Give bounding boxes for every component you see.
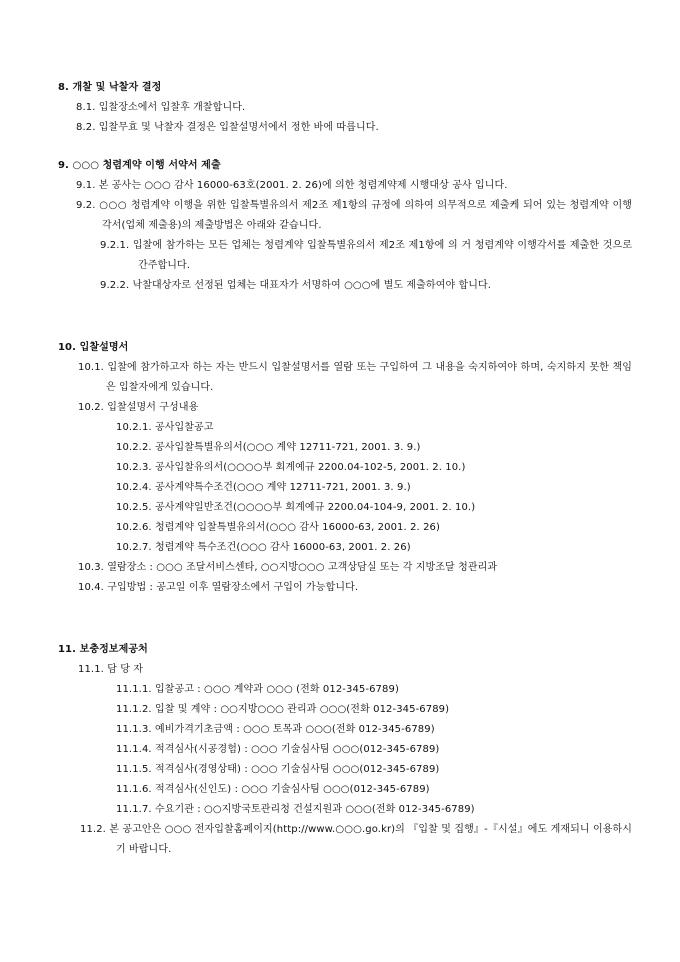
list-item: 10.4. 구입방법 : 공고일 이후 열람장소에서 구입이 가능합니다. bbox=[78, 582, 359, 593]
list-item: 8.1. 입찰장소에서 입찰후 개찰합니다. bbox=[76, 102, 246, 113]
list-item: 11.1.7. 수요기관 : ○○지방국토관리청 건설지원과 ○○○(전화 012-345-6789) bbox=[116, 804, 475, 815]
section-heading: 11. 보충정보제공처 bbox=[58, 644, 148, 655]
section-heading: 9. ○○○ 청렴계약 이행 서약서 제출 bbox=[58, 160, 221, 171]
list-item: 10.3. 열람장소 : ○○○ 조달서비스센타, ○○지방○○○ 고객상담실 또는 각 지방조달 청관리과 bbox=[78, 562, 498, 573]
list-item: 11.1.5. 적격심사(경영상태) : ○○○ 기술심사팀 ○○○(012-345-6789) bbox=[116, 764, 440, 775]
list-item: 10.2.5. 공사계약일반조건(○○○○부 회계예규 2200.04-104-9, 2001. 2. 10.) bbox=[116, 502, 476, 513]
list-item: 11.1.4. 적격심사(시공경험) : ○○○ 기술심사팀 ○○○(012-345-6789) bbox=[116, 744, 440, 755]
list-item: 10.2.6. 청렴계약 입찰특별유의서(○○○ 감사 16000-63, 2001. 2. 26) bbox=[116, 522, 441, 533]
list-item: 11.2. 본 공고안은 ○○○ 전자입찰홈페이지(http://www.○○○.go.kr)의 『입찰 및 집행』-『시설』에도 게재되니 이용하시기 바랍니다. bbox=[80, 824, 632, 855]
list-item: 10.2.7. 청렴계약 특수조건(○○○ 감사 16000-63, 2001. 2. 26) bbox=[116, 542, 411, 553]
list-item: 10.2.1. 공사입찰공고 bbox=[116, 422, 214, 433]
list-item: 11.1.1. 입찰공고 : ○○○ 계약과 ○○○ (전화 012-345-6789) bbox=[116, 684, 399, 695]
list-item: 9.2. ○○○ 청렴계약 이행을 위한 입찰특별유의서 제2조 제1항의 규정에 의하여 의무적으로 제출케 되어 있는 청렴계약 이행각서(업체 제출용)의 제출방법은 아래와 같습니다. bbox=[76, 200, 632, 231]
section-9 bbox=[58, 156, 632, 296]
list-item: 11.1.6. 적격심사(신인도) : ○○○ 기술심사팀 ○○○(012-345-6789) bbox=[116, 784, 430, 795]
list-item: 10.2. 입찰설명서 구성내용 bbox=[78, 402, 199, 413]
section-10 bbox=[58, 338, 632, 598]
list-item: 10.2.4. 공사계약특수조건(○○○ 계약 12711-721, 2001. 3. 9.) bbox=[116, 482, 411, 493]
section-heading: 8. 개찰 및 낙찰자 결정 bbox=[58, 82, 162, 93]
list-item: 9.2.2. 낙찰대상자로 선정된 업체는 대표자가 서명하여 ○○○에 별도 제출하여야 합니다. bbox=[100, 280, 492, 291]
list-item: 9.2.1. 입찰에 참가하는 모든 업체는 청렴계약 입찰특별유의서 제2조 제1항에 의 거 청렴계약 이행각서를 제출한 것으로 간주합니다. bbox=[100, 240, 632, 271]
list-item: 8.2. 입찰무효 및 낙찰자 결정은 입찰설명서에서 정한 바에 따릅니다. bbox=[76, 122, 379, 133]
section-heading: 10. 입찰설명서 bbox=[58, 342, 129, 353]
list-item: 11.1.2. 입찰 및 계약 : ○○지방○○○ 관리과 ○○○(전화 012-345-6789) bbox=[116, 704, 450, 715]
list-item: 11.1. 담 당 자 bbox=[78, 664, 144, 675]
list-item: 10.2.3. 공사입찰유의서(○○○○부 회계예규 2200.04-102-5, 2001. 2. 10.) bbox=[116, 462, 466, 473]
list-item: 11.1.3. 예비가격기초금액 : ○○○ 토목과 ○○○(전화 012-345-6789) bbox=[116, 724, 435, 735]
section-11 bbox=[58, 640, 632, 860]
list-item: 10.1. 입찰에 참가하고자 하는 자는 반드시 입찰설명서를 열람 또는 구입하여 그 내용을 숙지하여야 하며, 숙지하지 못한 책임은 입찰자에게 있습니다. bbox=[78, 362, 632, 393]
list-item: 10.2.2. 공사입찰특별유의서(○○○ 계약 12711-721, 2001. 3. 9.) bbox=[116, 442, 421, 453]
section-8 bbox=[58, 78, 632, 138]
list-item: 9.1. 본 공사는 ○○○ 감사 16000-63호(2001. 2. 26)에 의한 청렴계약제 시행대상 공사 입니다. bbox=[76, 180, 508, 191]
